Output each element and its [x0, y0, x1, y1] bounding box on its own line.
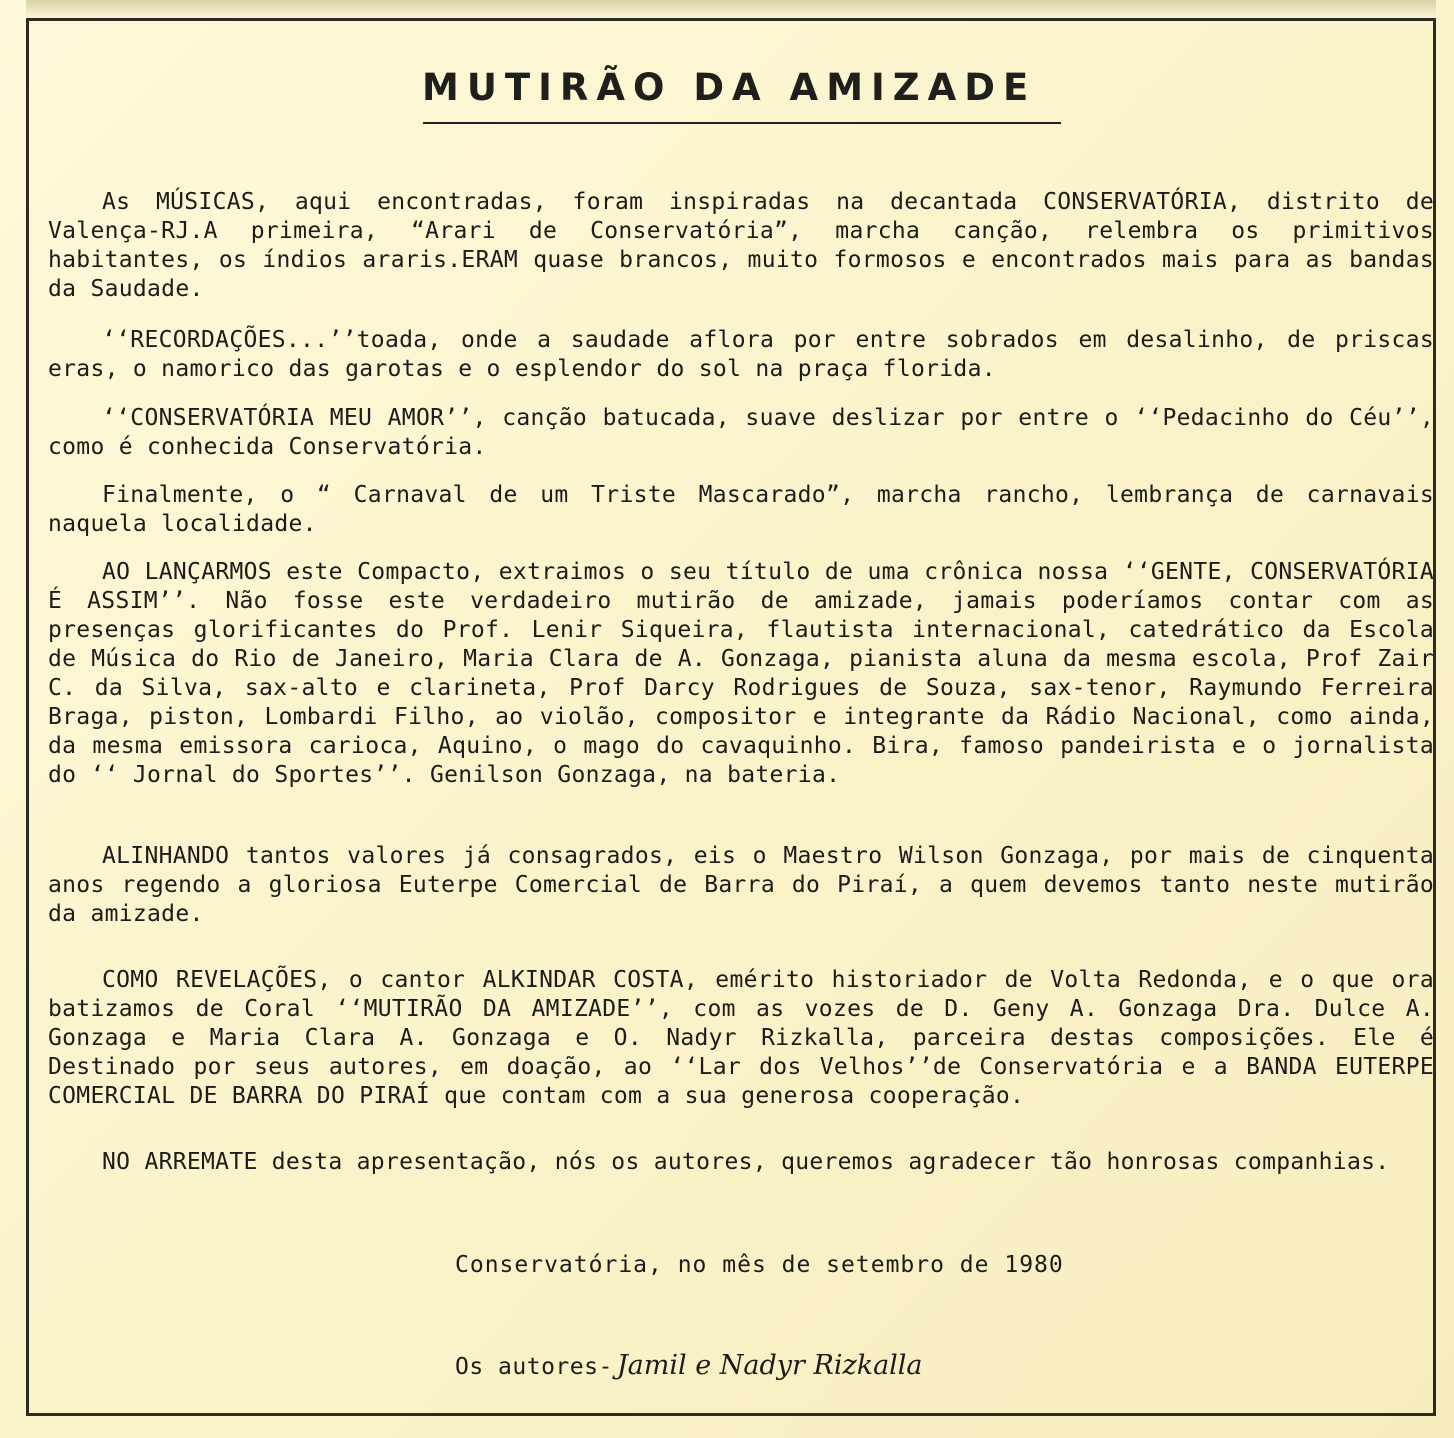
paragraph-musicas: As MÚSICAS, aqui encontradas, foram inspiradas na decantada CONSERVATÓRIA, distrito de Valença-RJ.A primeira, “Arari de Conservatória”, marcha canção, relembra os primitivos habitantes, os índios araris.ERAM quase brancos, muito formosos e encontrados mais para as bandas da Saudade. [48, 189, 1434, 302]
sleeve-edge-shadow [26, 0, 1436, 18]
document-title: MUTIRÃO DA AMIZADE [422, 66, 1037, 109]
signature-label: Os autores- [455, 1354, 613, 1380]
paragraph-conservatoria-meu-amor: ‘‘CONSERVATÓRIA MEU AMOR’’, canção batucada, suave deslizar por entre o ‘‘Pedacinho do Céu’’, como é conhecida Conservatória. [48, 405, 1434, 460]
paragraph-ao-lancarmos: AO LANÇARMOS este Compacto, extraimos o seu título de uma crônica nossa ‘‘GENTE, CONSERVATÓRIA É ASSIM’’. Não fosse este verdadeiro mutirão de amizade, jamais poderíamos contar com as presenças glorificantes do Prof. Lenir Siqueira, flautista internacional, catedrático da Escola de Música do Rio de Janeiro, Maria Clara de A. Gonzaga, pianista aluna da mesma escola, Prof Zair C. da Silva, sax-alto e clarineta, Prof Darcy Rodrigues de Souza, sax-tenor, Raymundo Ferreira Braga, piston, Lombardi Filho, ao violão, compositor e integrante da Rádio Nacional, como ainda, da mesma emissora carioca, Aquino, o mago do cavaquinho. Bira, famoso pandeirista e o jornalista do ‘‘ Jornal do Sportes’’. Genilson Gonzaga, na bateria. [48, 559, 1434, 788]
signature-names: Jamil e Nadyr Rizkalla [616, 1350, 923, 1381]
paragraph-no-arremate: NO ARREMATE desta apresentação, nós os autores, queremos agradecer tão honrosas companhias. [102, 1149, 1390, 1175]
date-line: Conservatória, no mês de setembro de 1980 [455, 1252, 1064, 1278]
paragraph-carnaval: Finalmente, o “ Carnaval de um Triste Mascarado”, marcha rancho, lembrança de carnavais naquela localidade. [48, 482, 1434, 537]
signature [455, 1350, 923, 1381]
paragraph-alinhando: ALINHANDO tantos valores já consagrados, eis o Maestro Wilson Gonzaga, por mais de cinquenta anos regendo a gloriosa Euterpe Comercial de Barra do Piraí, a quem devemos tanto neste mutirão da amizade. [48, 843, 1434, 927]
title-underline [423, 122, 1061, 124]
paragraph-recordacoes: ‘‘RECORDAÇÕES...’’toada, onde a saudade aflora por entre sobrados em desalinho, de priscas eras, o namorico das garotas e o esplendor do sol na praça florida. [48, 327, 1434, 382]
paragraph-como-revelacoes: COMO REVELAÇÕES, o cantor ALKINDAR COSTA, emérito historiador de Volta Redonda, e o que ora batizamos de Coral ‘‘MUTIRÃO DA AMIZADE’’, com as vozes de D. Geny A. Gonzaga Dra. Dulce A. Gonzaga e Maria Clara A. Gonzaga e O. Nadyr Rizkalla, parceira destas composições. Ele é Destinado por seus autores, em doação, ao ‘‘Lar dos Velhos’’de Conservatória e a BANDA EUTERPE COMERCIAL DE BARRA DO PIRAÍ que contam com a sua generosa cooperação. [48, 967, 1434, 1109]
